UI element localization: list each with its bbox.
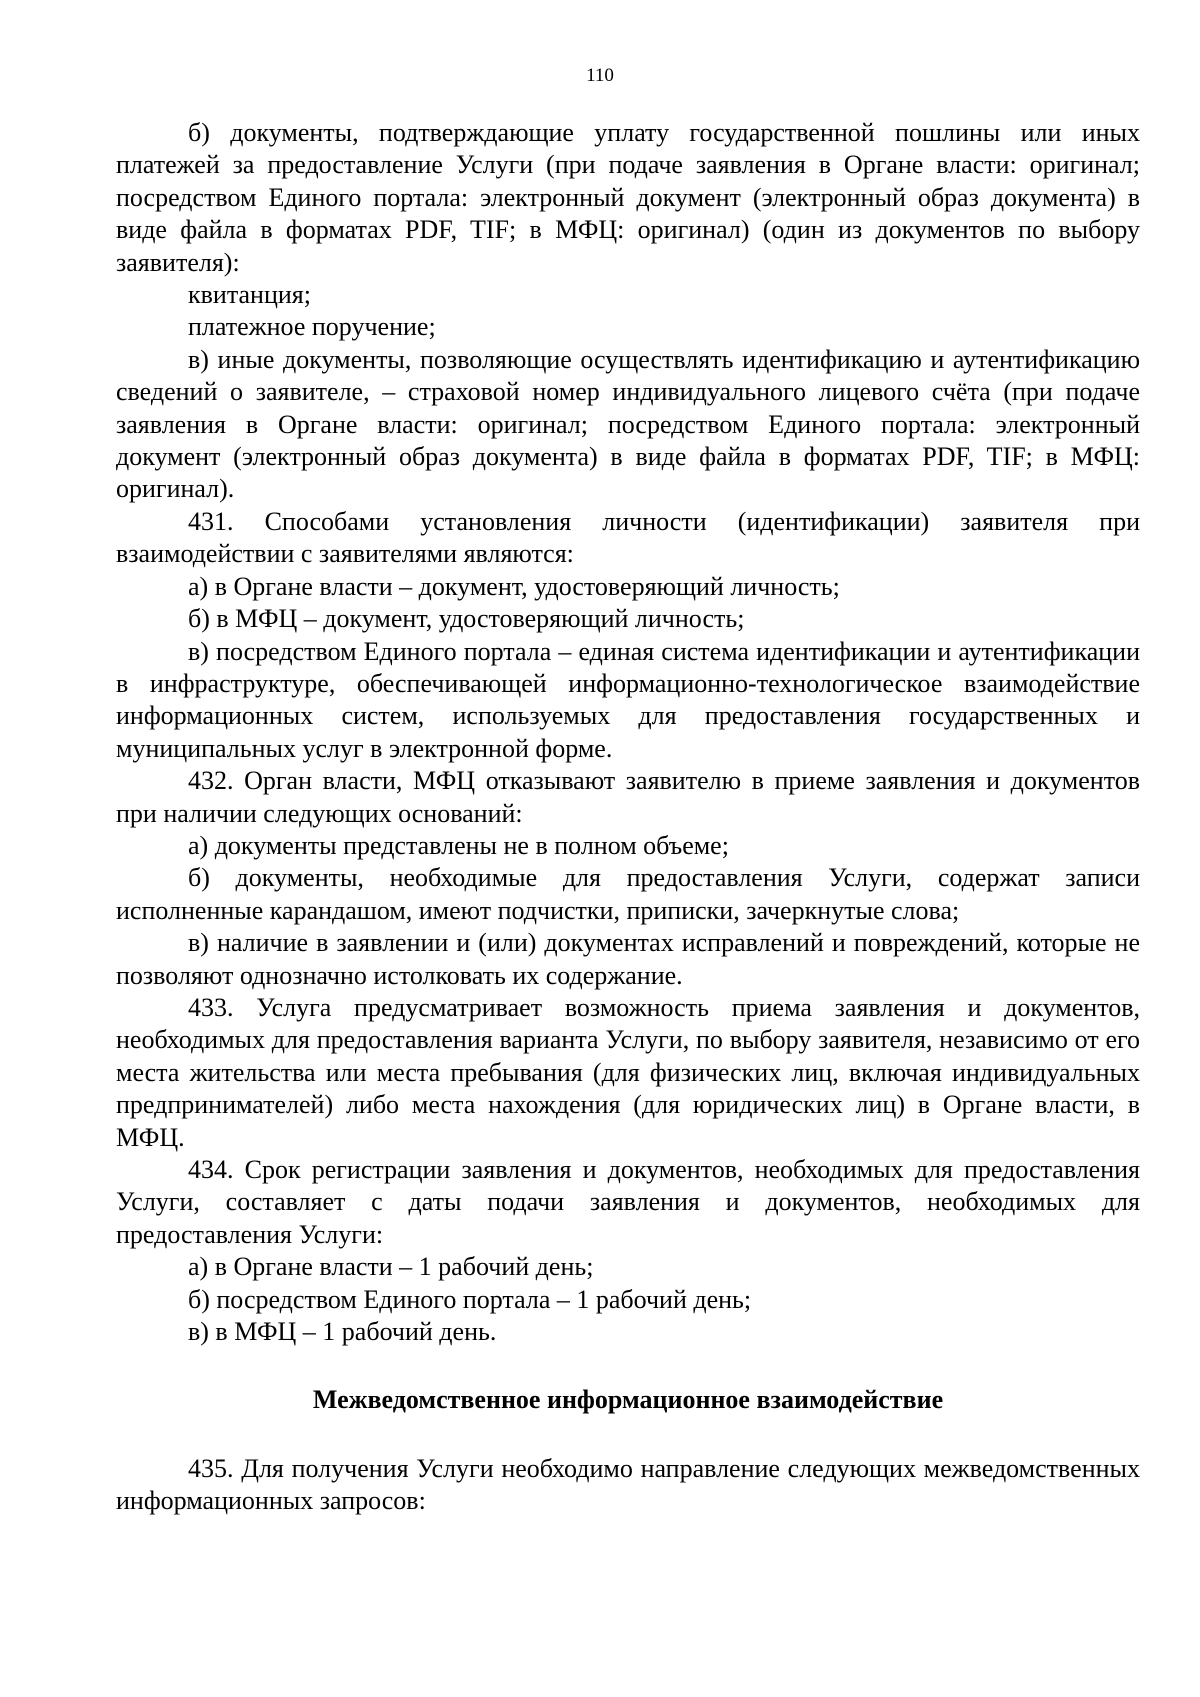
paragraph-434-v: в) в МФЦ – 1 рабочий день. [188,1317,497,1347]
paragraph-433: 433. Услуга предусматривает возможность приема заявления и документов, необходимых для предоставления варианта Услуги, по выбору заявителя, независимо от его места жительства или места пребывания (для физических лиц, включая индивидуальных предпринимателей) либо места нахождения (для юридических лиц) в Органе власти, в МФЦ. [116,992,1140,1152]
list-item-payment-order: платежное поручение; [188,312,436,342]
paragraph-b-payment-documents: б) документы, подтверждающие уплату государственной пошлины или иных платежей за предоставление Услуги (при подаче заявления в Органе власти: оригинал; посредством Единого портала: электронный документ (электронный образ документа) в виде файла в форматах PDF, TIF; в МФЦ: оригинал) (один из документов по выбору заявителя): [116,118,1140,277]
page-number: 110 [586,65,614,86]
paragraph-434-b: б) посредством Единого портала – 1 рабочий день; [188,1284,752,1314]
paragraph-431-a: а) в Органе власти – документ, удостоверяющий личность; [188,571,840,601]
paragraph-432-v: в) наличие в заявлении и (или) документах исправлений и повреждений, которые не позволяют однозначно истолковать их содержание. [116,928,1140,990]
document-body [116,117,1140,1518]
paragraph-432-a: а) документы представлены не в полном объеме; [188,830,729,860]
paragraph-434-a: а) в Органе власти – 1 рабочий день; [188,1252,594,1282]
paragraph-435: 435. Для получения Услуги необходимо направление следующих межведомственных информационных запросов: [116,1453,1140,1516]
paragraph-431-b: б) в МФЦ – документ, удостоверяющий личность; [188,604,745,634]
paragraph-432: 432. Орган власти, МФЦ отказывают заявителю в приеме заявления и документов при наличии следующих оснований: [116,766,1140,828]
paragraph-432-b: б) документы, необходимые для предоставления Услуги, содержат записи исполненные карандашом, имеют подчистки, приписки, зачеркнутые слова; [116,863,1140,925]
paragraph-v-other-documents: в) иные документы, позволяющие осуществлять идентификацию и аутентификацию сведений о заявителе, – страховой номер индивидуального лицевого счёта (при подаче заявления в Органе власти: оригинал; посредством Единого портала: электронный документ (электронный образ документа) в виде файла в форматах PDF, TIF; в МФЦ: оригинал). [116,344,1140,504]
paragraph-431: 431. Способами установления личности (идентификации) заявителя при взаимодействии с заявителями являются: [116,506,1140,569]
section-heading: Межведомственное информационное взаимодействие [312,1385,944,1415]
paragraph-431-v: в) посредством Единого портала – единая система идентификации и аутентификации в инфраструктуре, обеспечивающей информационно-технологическое взаимодействие информационных систем, используемых для предоставления государственных и муниципальных услуг в электронной форме. [116,636,1140,763]
list-item-receipt: квитанция; [188,280,311,310]
paragraph-434: 434. Срок регистрации заявления и документов, необходимых для предоставления Услуги, составляет с даты подачи заявления и документов, необходимых для предоставления Услуги: [116,1155,1140,1249]
